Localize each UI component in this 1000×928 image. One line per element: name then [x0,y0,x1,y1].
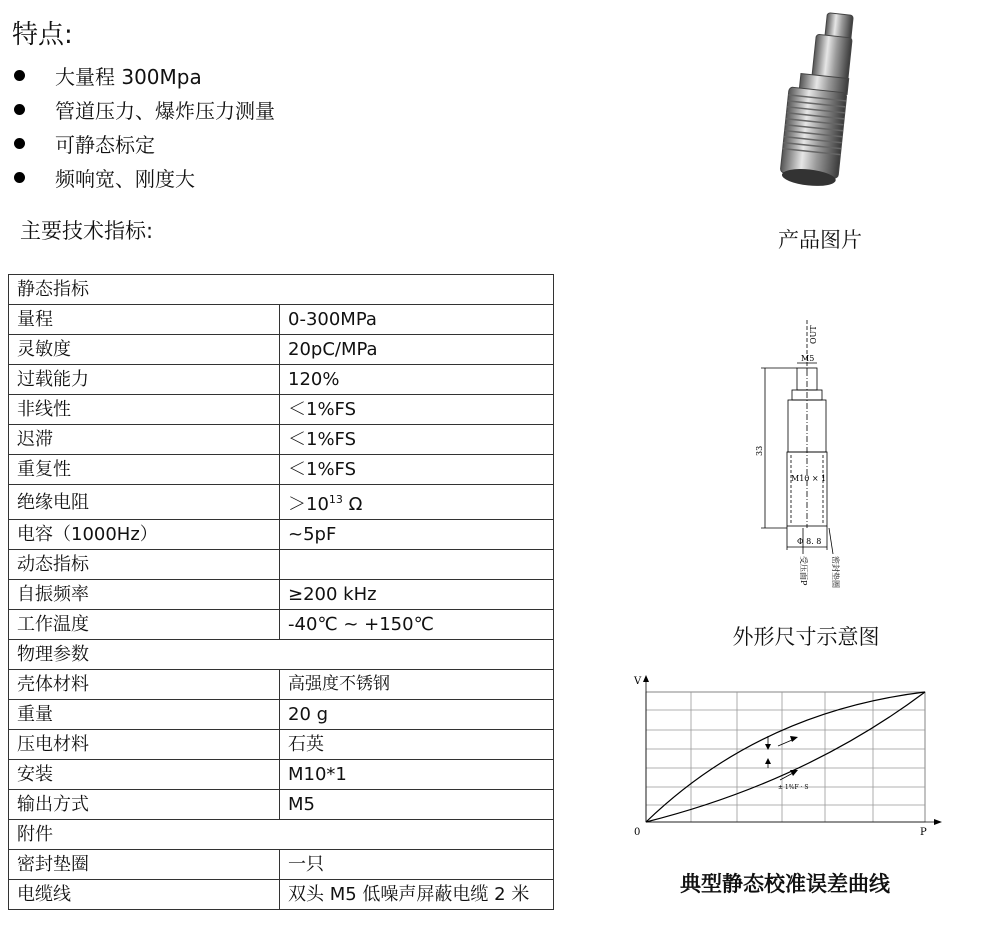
spec-row [9,305,554,335]
spec-label: 电缆线 [9,880,280,910]
spec-row [9,760,554,790]
diameter-label: Φ 8. 8 [797,537,822,546]
thread-label: M10 × 1 [791,474,827,483]
spec-value: ＜1%FS [280,395,554,425]
p-axis-label: P [920,827,927,838]
spec-row [9,850,554,880]
height-label: 33 [755,445,764,456]
features-list [14,58,275,194]
spec-label: 灵敏度 [9,335,280,365]
spec-row [9,485,554,520]
spec-row [9,820,554,850]
spec-label: 重量 [9,700,280,730]
drawing-caption: 外形尺寸示意图 [732,625,880,649]
spec-row [9,335,554,365]
spec-label: 非线性 [9,395,280,425]
spec-row [9,520,554,550]
dimension-drawing [745,318,865,590]
spec-row [9,730,554,760]
photo-caption: 产品图片 [778,228,862,252]
spec-label: 量程 [9,305,280,335]
spec-value: M5 [280,790,554,820]
spec-row [9,880,554,910]
spec-row [9,455,554,485]
calibration-chart [630,672,950,842]
spec-label: 过载能力 [9,365,280,395]
spec-label: 安装 [9,760,280,790]
spec-value: ≥200 kHz [280,580,554,610]
spec-value: 高强度不锈钢 [280,670,554,700]
spec-value: 石英 [280,730,554,760]
curve-caption: 典型静态校准误差曲线 [680,872,890,896]
spec-row [9,395,554,425]
spec-row [9,275,554,305]
spec-label: 自振频率 [9,580,280,610]
bullet-icon [14,172,25,183]
spec-value: 120% [280,365,554,395]
spec-label: 物理参数 [9,640,554,670]
spec-value: M10*1 [280,760,554,790]
feature-item: 大量程 300Mpa [14,58,275,92]
spec-label: 压电材料 [9,730,280,760]
feature-item: 频响宽、刚度大 [14,160,275,194]
spec-label: 动态指标 [9,550,280,580]
spec-value [280,550,554,580]
spec-value: ＜1%FS [280,455,554,485]
spec-value: -40℃ ~ +150℃ [280,610,554,640]
spec-label: 密封垫圈 [9,850,280,880]
spec-row [9,640,554,670]
spec-value: ＜1%FS [280,425,554,455]
spec-value: 0-300MPa [280,305,554,335]
spec-value: ~5pF [280,520,554,550]
spec-value: 20pC/MPa [280,335,554,365]
error-label: ± 1%F · S [778,784,809,791]
spec-label: 输出方式 [9,790,280,820]
spec-label: 重复性 [9,455,280,485]
spec-row [9,700,554,730]
v-axis-label: V [634,676,642,687]
features-title: 特点: [12,20,73,50]
feature-item: 管道压力、爆炸压力测量 [14,92,275,126]
spec-value: $>10^{13}$ Ω [280,485,554,520]
m5-label: M5 [801,354,815,363]
spec-label: 电容（1000Hz） [9,520,280,550]
seal-label: 密封垫圈 [831,556,840,588]
spec-label: 附件 [9,820,554,850]
spec-table [8,274,554,910]
spec-value: 双头 M5 低噪声屏蔽电缆 2 米 [280,880,554,910]
spec-value: 一只 [280,850,554,880]
bullet-icon [14,138,25,149]
spec-row [9,580,554,610]
spec-label: 壳体材料 [9,670,280,700]
spec-label: 绝缘电阻 [9,485,280,520]
spec-label: 工作温度 [9,610,280,640]
bullet-icon [14,104,25,115]
spec-row [9,365,554,395]
product-photo [770,8,870,196]
bullet-icon [14,70,25,81]
spec-label: 迟滞 [9,425,280,455]
feature-item: 可静态标定 [14,126,275,160]
spec-label: 静态指标 [9,275,554,305]
spec-value: 20 g [280,700,554,730]
spec-row [9,790,554,820]
spec-row [9,425,554,455]
out-label: OUT [809,325,818,344]
origin-label: 0 [634,827,641,838]
pressure-face-label: 受压面P [799,556,808,586]
spec-title: 主要技术指标: [20,219,154,243]
spec-row [9,550,554,580]
spec-row [9,610,554,640]
spec-row [9,670,554,700]
